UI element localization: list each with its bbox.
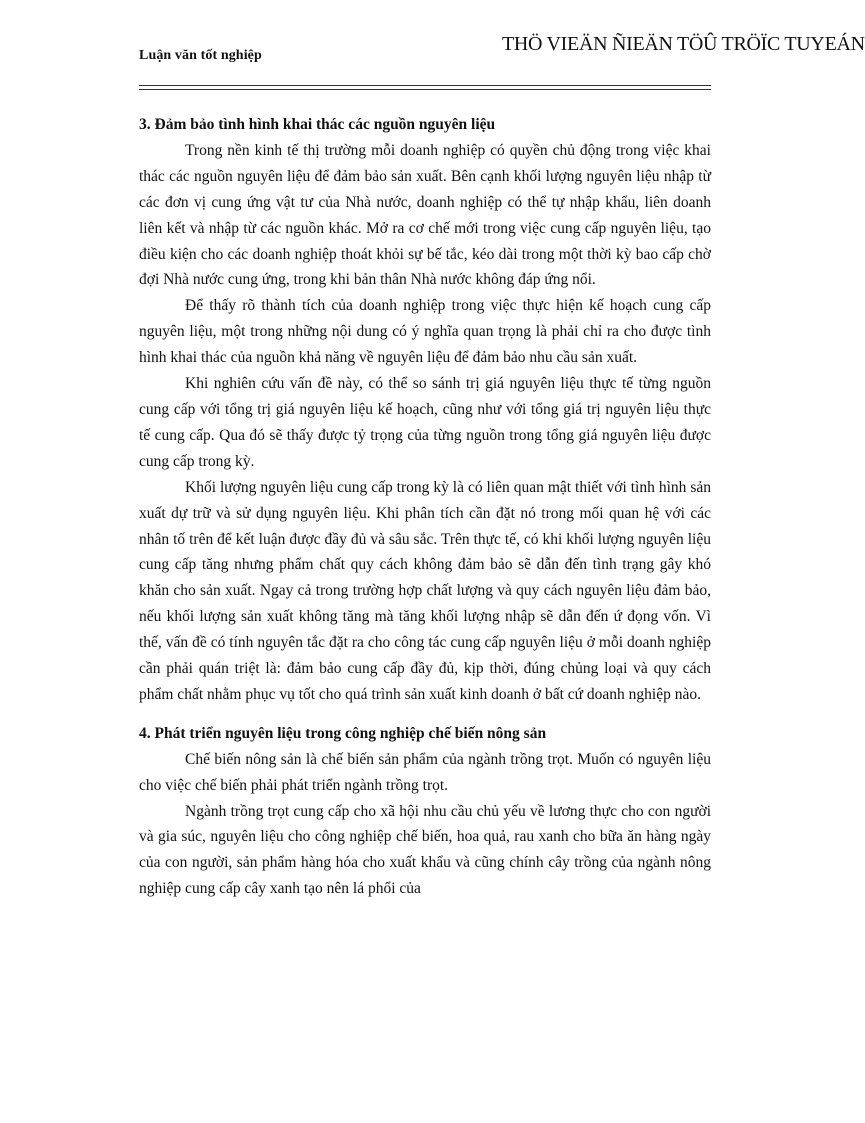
section-spacer (139, 708, 711, 721)
page-body (139, 112, 711, 902)
section-4-paragraph-1: Chế biến nông sản là chế biến sản phẩm của ngành trồng trọt. Muốn có nguyên liệu cho việc chế biến phải phát triển ngành trồng trọt. (139, 750, 711, 794)
header-rule-bottom (139, 89, 711, 90)
section-4-paragraph-2: Ngành trồng trọt cung cấp cho xã hội nhu cầu chủ yếu về lương thực cho con người và gia súc, nguyên liệu cho công nghiệp chế biến, hoa quả, rau xanh cho bữa ăn hàng ngày của con người, sản phẩm hàng hóa cho xuất khẩu và cũng chính cây trồng của ngành nông nghiệp cung cấp cây xanh tạo nên lá phổi của (139, 802, 711, 898)
header-library-banner: THÖ VIEÄN ÑIEÄN TÖÛ TRÖÏC TUYEÁN (502, 33, 865, 55)
section-3-heading: 3. Đảm bảo tình hình khai thác các nguồn nguyên liệu (139, 116, 496, 133)
header-document-title: Luận văn tốt nghiệp (139, 48, 262, 63)
section-4-heading: 4. Phát triển nguyên liệu trong công nghiệp chế biến nông sản (139, 724, 547, 742)
header-rule-top (139, 85, 711, 86)
section-3-paragraph-2: Để thấy rõ thành tích của doanh nghiệp trong việc thực hiện kế hoạch cung cấp nguyên liệu, một trong những nội dung có ý nghĩa quan trọng là phải chỉ ra cho được tình hình khai thác của nguồn khả năng về nguyên liệu để đảm bảo nhu cầu sản xuất. (139, 297, 711, 367)
section-3-paragraph-4: Khối lượng nguyên liệu cung cấp trong kỳ là có liên quan mật thiết với tình hình sản xuất dự trữ và sử dụng nguyên liệu. Khi phân tích cần đặt nó trong mối quan hệ với các nhân tố trên để kết luận được đầy đủ và sâu sắc. Trên thực tế, có khi khối lượng nguyên liệu cung cấp tăng nhưng phẩm chất quy cách không đảm bảo sẽ dẫn đến tình trạng gây khó khăn cho sản xuất. Ngay cả trong trường hợp chất lượng và quy cách nguyên liệu đảm bảo, nếu khối lượng sản xuất không tăng mà tăng khối lượng nhập sẽ dẫn đến ứ đọng vốn. Vì thế, vấn đề có tính nguyên tắc đặt ra cho công tác cung cấp nguyên liệu ở mỗi doanh nghiệp cần phải quán triệt là: đảm bảo cung cấp đầy đủ, kịp thời, đúng chủng loại và quy cách phẩm chất nhằm phục vụ tốt cho quá trình sản xuất kinh doanh ở bất cứ doanh nghiệp nào. (139, 478, 711, 703)
section-3-paragraph-1: Trong nền kinh tế thị trường mỗi doanh nghiệp có quyền chủ động trong việc khai thác các nguồn nguyên liệu để đảm bảo sản xuất. Bên cạnh khối lượng nguyên liệu nhập từ các đơn vị cung ứng vật tư của Nhà nước, doanh nghiệp có thể tự nhập khẩu, liên doanh liên kết và nhập từ các nguồn khác. Mở ra cơ chế mới trong việc cung cấp nguyên liệu, tạo điều kiện cho các doanh nghiệp thoát khỏi sự bế tắc, kéo dài trong một thời kỳ bao cấp chờ đợi Nhà nước cung ứng, trong khi bản thân Nhà nước không đáp ứng nổi. (139, 141, 711, 289)
section-3-paragraph-3: Khi nghiên cứu vấn đề này, có thể so sánh trị giá nguyên liệu thực tế từng nguồn cung cấp với tổng trị giá nguyên liệu kế hoạch, cũng như với tổng giá trị nguyên liệu thực tế cung cấp. Qua đó sẽ thấy được tỷ trọng của từng nguồn trong tổng giá nguyên liệu được cung cấp trong kỳ. (139, 375, 711, 470)
